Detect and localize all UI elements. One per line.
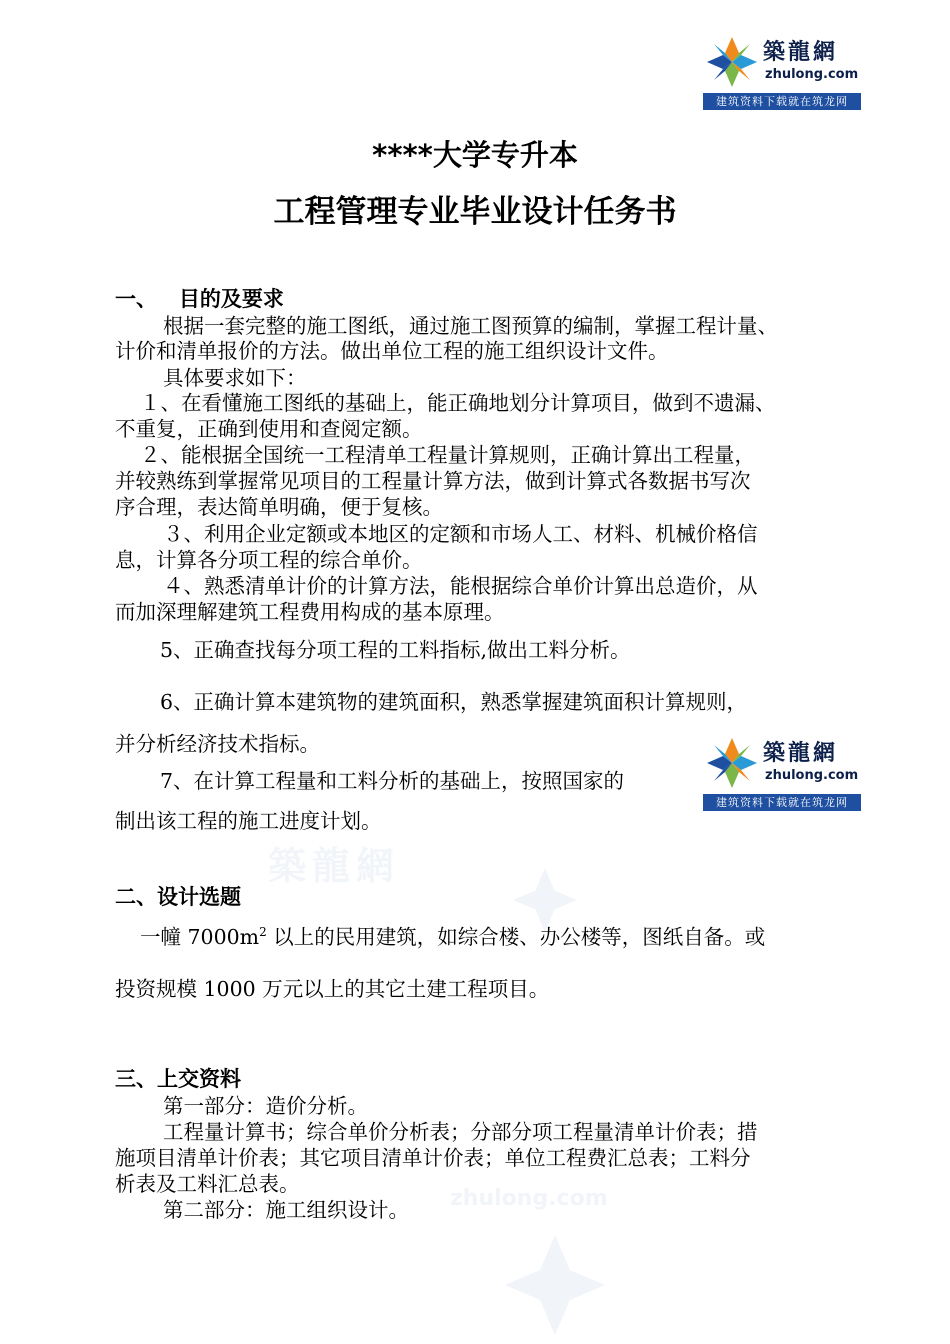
watermark-brand: 築龍網 [268, 843, 401, 888]
zhulong-logo-top [703, 33, 861, 111]
section1-line: 不重复，正确到使用和查阅定额。 [115, 417, 423, 441]
section2-line: 投资规模 1000 万元以上的其它土建工程项目。 [115, 977, 550, 1001]
section1-line: 7、在计算工程量和工料分析的基础上，按照国家的 [160, 769, 625, 793]
section1-line: ３、利用企业定额或本地区的定额和市场人工、材料、机械价格信 [163, 522, 758, 546]
section1-line: 制出该工程的施工进度计划。 [115, 809, 382, 833]
logo-slogan: 建筑资料下载就在筑龙网 [703, 93, 861, 110]
section3-line: 第二部分：施工组织设计。 [163, 1198, 409, 1222]
section1-line: 而加深理解建筑工程费用构成的基本原理。 [115, 600, 505, 624]
zhulong-logo-middle [703, 734, 861, 812]
section2-heading: 二、设计选题 [115, 885, 241, 909]
section3-line: 第一部分：造价分析。 [163, 1094, 368, 1118]
section3-heading: 三、上交资料 [115, 1067, 241, 1091]
section3-line: 析表及工料汇总表。 [115, 1172, 300, 1196]
zhulong-snowflake-icon [705, 35, 759, 89]
section2-line1-post: 以上的民用建筑，如综合楼、办公楼等，图纸自备。或 [266, 925, 766, 949]
watermark-site: zhulong.com [450, 1186, 608, 1211]
section1-line: 计价和清单报价的方法。做出单位工程的施工组织设计文件。 [115, 339, 669, 363]
doc-title-line2: 工程管理专业毕业设计任务书 [273, 194, 677, 230]
section1-line: ４、熟悉清单计价的计算方法，能根据综合单价计算出总造价，从 [163, 574, 758, 598]
logo-brand: 築龍網 [763, 39, 839, 65]
logo-slogan: 建筑资料下载就在筑龙网 [703, 794, 861, 811]
section3-line: 工程量计算书；综合单价分析表；分部分项工程量清单计价表；措 [163, 1120, 758, 1144]
section2-line [140, 920, 765, 950]
section1-line: 5、正确查找每分项工程的工料指标,做出工料分析。 [160, 638, 631, 662]
section2-line1-pre: 一幢 7000m [140, 925, 260, 949]
logo-brand: 築龍網 [763, 740, 839, 766]
section1-line: 并较熟练到掌握常见项目的工程量计算方法，做到计算式各数据书写次 [115, 469, 751, 493]
section1-line: 息，计算各分项工程的综合单价。 [115, 548, 423, 572]
section1-line: 根据一套完整的施工图纸，通过施工图预算的编制，掌握工程计量、 [163, 314, 778, 338]
zhulong-snowflake-icon [705, 736, 759, 790]
section1-heading: 一、 目的及要求 [115, 287, 284, 311]
section1-line: 序合理，表达简单明确，便于复核。 [115, 495, 443, 519]
logo-site: zhulong.com [765, 67, 859, 82]
section1-line: 6、正确计算本建筑物的建筑面积，熟悉掌握建筑面积计算规则， [160, 690, 748, 714]
section1-line: １、在看懂施工图纸的基础上，能正确地划分计算项目，做到不遗漏、 [140, 391, 776, 415]
section1-line: 具体要求如下： [163, 366, 307, 390]
section1-line: ２、能根据全国统一工程清单工程量计算规则，正确计算出工程量， [140, 443, 755, 467]
watermark-snowflake-icon [500, 1230, 610, 1340]
logo-site: zhulong.com [765, 768, 859, 783]
doc-title-line1: ****大学专升本 [372, 138, 578, 172]
section1-line: 并分析经济技术指标。 [115, 732, 320, 756]
section2-line1-sup: 2 [259, 925, 267, 940]
section3-line: 施项目清单计价表；其它项目清单计价表；单位工程费汇总表；工料分 [115, 1146, 751, 1170]
